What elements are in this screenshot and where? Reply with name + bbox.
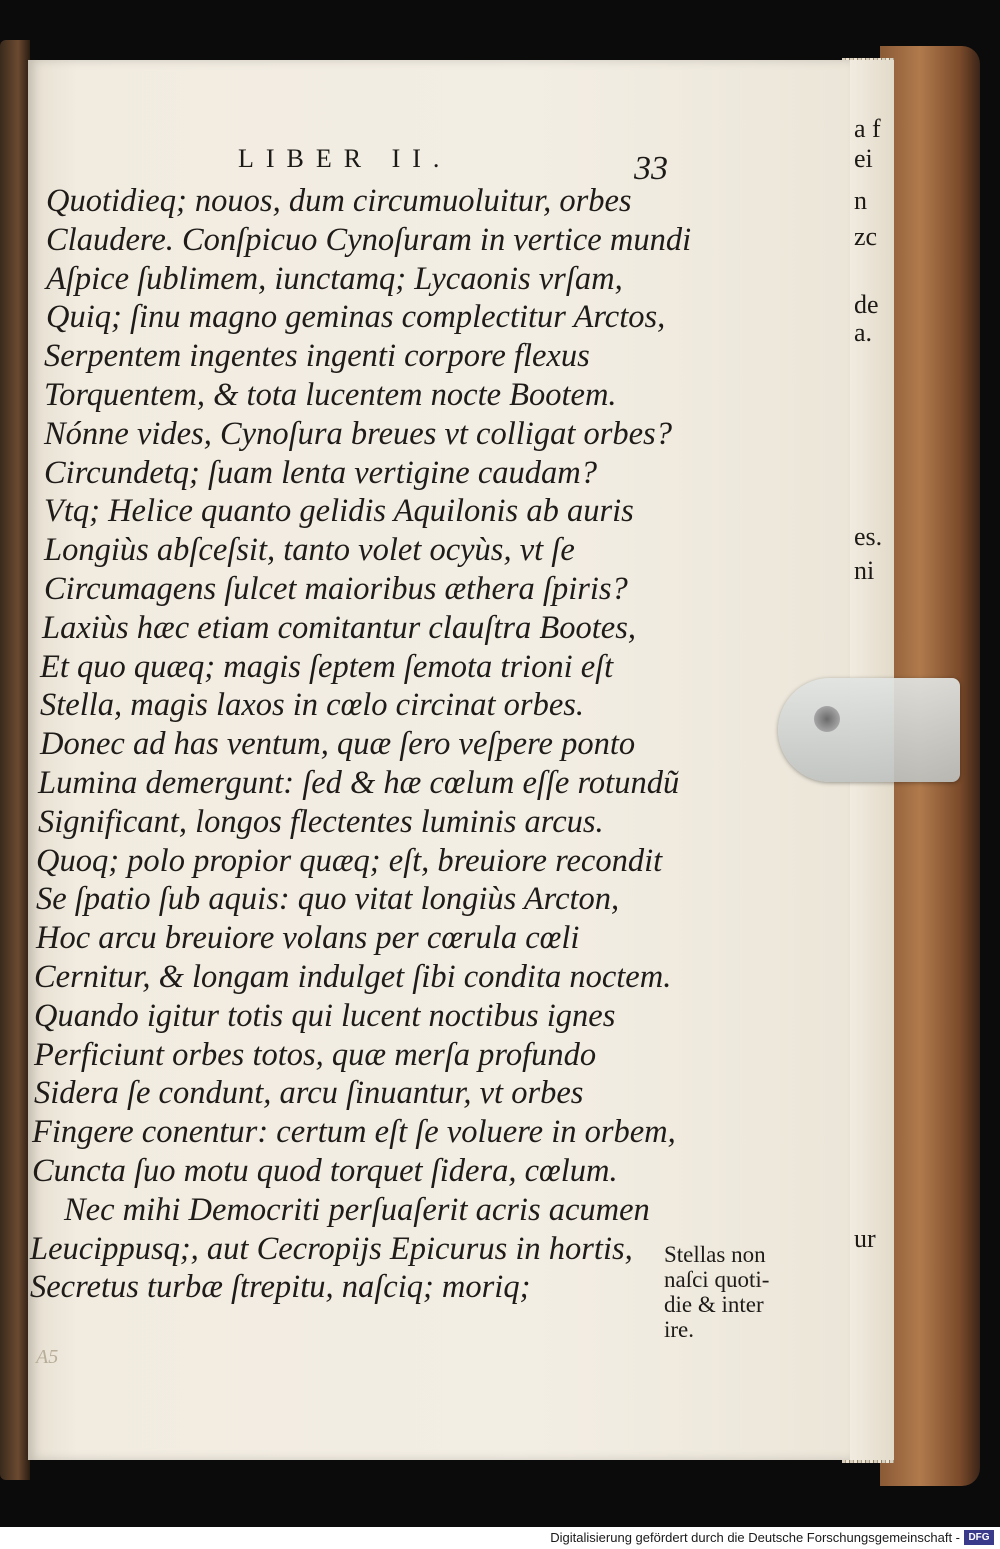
poem-line: Vtq; Helice quanto gelidis Aquilonis ab auris <box>44 493 634 530</box>
footer-credit: Digitalisierung gefördert durch die Deutsche Forschungsgemeinschaft - <box>550 1530 960 1545</box>
footer-bar <box>0 1527 1000 1549</box>
margin-note <box>664 1242 814 1342</box>
poem-line: Quotidieq; nouos, dum circumuoluitur, orbes <box>46 183 632 219</box>
facing-text: a f <box>854 114 881 143</box>
poem-line: Nónne vides, Cynoſura breues vt colligat orbes? <box>44 415 672 452</box>
margin-note-line: Stellas non <box>664 1242 766 1267</box>
poem-line: Quando igitur totis qui lucent noctibus ignes <box>34 997 616 1034</box>
facing-text: ur <box>854 1224 876 1253</box>
poem-line: Cuncta ſuo motu quod torquet ſidera, cœlum. <box>32 1153 618 1189</box>
poem-line: Perficiunt orbes totos, quæ merſa profundo <box>34 1036 597 1073</box>
poem-line: Circundetq; ſuam lenta vertigine caudam? <box>44 454 597 491</box>
margin-note-line: die & inter <box>664 1292 764 1317</box>
poem-line: Et quo quæq; magis ſeptem ſemota trioni eſt <box>40 648 614 685</box>
poem-line: Claudere. Conſpicuo Cynoſuram in vertice mundi <box>46 221 692 258</box>
facing-text: zc <box>854 222 878 251</box>
page-number: 33 <box>634 150 668 187</box>
poem-line: Donec ad has ventum, quæ ſero veſpere ponto <box>40 726 636 763</box>
poem-line: Laxiùs hæc etiam comitantur clauſtra Bootes, <box>42 609 636 646</box>
poem-line: Torquentem, & tota lucentem nocte Bootem. <box>44 377 617 413</box>
clip-hole-icon <box>814 706 840 732</box>
poem-line: Circumagens ſulcet maioribus æthera ſpiris? <box>44 571 628 607</box>
poem-line: Significant, longos flectentes luminis arcus. <box>38 803 604 840</box>
poem-line: Stella, magis laxos in cœlo circinat orbes. <box>40 687 585 724</box>
poem-line: Longiùs abſceſsit, tanto volet ocyùs, vt ſe <box>44 532 575 569</box>
facing-text: a. <box>854 318 873 347</box>
running-title: LIBER II. <box>238 144 452 173</box>
poem-line: Aſpice ſublimem, iunctamq; Lycaonis vrſam, <box>46 260 623 297</box>
poem-line: Quiq; ſinu magno geminas complectitur Arctos, <box>46 299 666 336</box>
signature-mark: A5 <box>36 1346 59 1368</box>
poem-line: Sidera ſe condunt, arcu ſinuantur, vt orbes <box>34 1075 584 1112</box>
facing-text: ei <box>854 144 873 173</box>
margin-note-line: naſci quoti- <box>664 1267 770 1292</box>
facing-text: es. <box>854 522 883 551</box>
dfg-logo-icon: DFG <box>964 1530 994 1545</box>
poem-line: Hoc arcu breuiore volans per cœrula cœli <box>36 920 580 957</box>
page-clip <box>778 678 960 782</box>
facing-text: n <box>854 186 867 215</box>
margin-note-line: ire. <box>664 1317 695 1342</box>
poem-line: Nec mihi Democriti perſuaſerit acris acumen <box>64 1191 650 1228</box>
poem-line: Lumina demergunt: ſed & hæ cœlum eſſe rotundũ <box>38 765 680 801</box>
facing-text: de <box>854 290 879 319</box>
poem-line: Se ſpatio ſub aquis: quo vitat longiùs Arcton, <box>36 881 620 918</box>
poem-line: Serpentem ingentes ingenti corpore flexus <box>44 338 590 375</box>
poem-line: Fingere conentur: certum eſt ſe voluere in orbem, <box>32 1114 676 1151</box>
poem-line: Leucippusq;, aut Cecropijs Epicurus in hortis, <box>30 1230 633 1267</box>
poem-line: Quoq; polo propior quæq; eſt, breuiore recondit <box>36 842 663 879</box>
facing-text: ni <box>854 556 875 585</box>
poem-line: Secretus turbæ ſtrepitu, naſciq; moriq; <box>30 1269 531 1306</box>
poem-line: Cernitur, & longam indulget ſibi condita noctem. <box>34 959 672 995</box>
